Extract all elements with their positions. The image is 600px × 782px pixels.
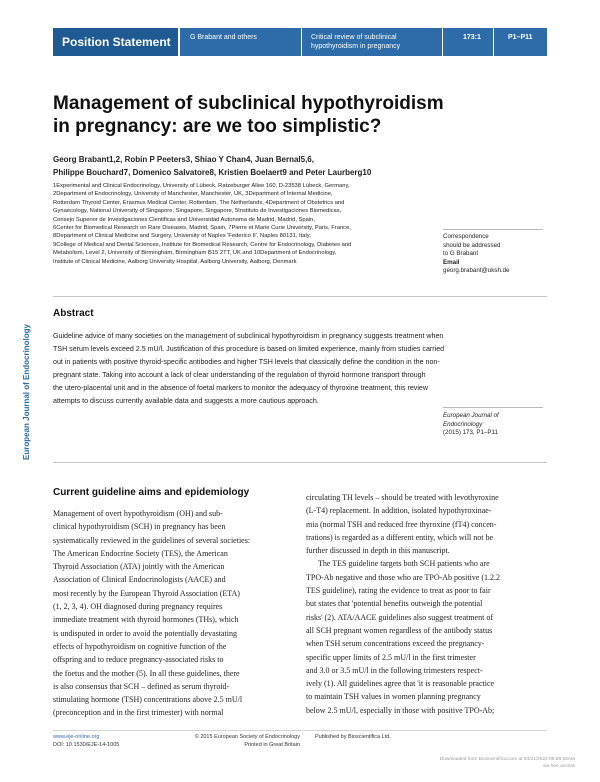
email-label: Email xyxy=(443,258,460,266)
download-note xyxy=(390,757,575,770)
abstract-body xyxy=(53,330,548,408)
doi: DOI: 10.1530/EJE-14-1005 xyxy=(53,741,120,748)
running-header xyxy=(180,28,547,56)
affiliation-line: Gynaecology, National University of Singapore, Singapore, Singapore, 5Instituto de Investigaciones Biomedicas, xyxy=(53,208,342,215)
article-title xyxy=(53,92,533,138)
email-link[interactable]: georg.brabant@uksh.de xyxy=(443,267,510,275)
body-line: systematically reviewed in the guidelines of several societies: xyxy=(53,535,251,545)
footer-left xyxy=(53,734,119,749)
citation-volume: (2015) 173, P1–P11 xyxy=(443,429,498,437)
body-line: Thyroid Association (ATA) jointly with the American xyxy=(53,562,225,572)
body-line: (preconception and in the first trimester) with normal xyxy=(53,708,224,718)
affiliation-line: 1Experimental and Clinical Endocrinology, University of Lübeck, Ratzeburger Allee 160, D-23538 Lübeck, Germany, xyxy=(53,183,350,189)
body-line: the foetus and the mother (5). In all these guidelines, there xyxy=(53,668,240,678)
title-line: Management of subclinical hypothyroidism xyxy=(53,93,444,114)
body-line: effects of hypothyroidism on cognitive function of the xyxy=(53,641,227,651)
body-line: immediate treatment with thyroid hormones (THs), which xyxy=(53,615,239,625)
affiliation-line: Institute of Clinical Medicine, Aalborg University Hospital, Aalborg University, Aalborg, Denmark xyxy=(53,258,297,265)
correspondence-line: to G Brabant xyxy=(443,250,479,258)
journal-side-label: European Journal of Endocrinology xyxy=(22,323,31,460)
body-line: below 2.5 mU/l, especially in those with positive TPO-Ab; xyxy=(306,705,495,715)
correspondence-line: should be addressed xyxy=(443,241,501,249)
body-line: specific upper limits of 2.5 mU/l in the first trimester xyxy=(306,652,476,662)
section-divider xyxy=(53,462,547,463)
author-line: Philippe Bouchard7, Domenico Salvatore8, Kristien Boelaert9 and Peter Laurberg10 xyxy=(53,168,372,177)
running-title-line2: hypothyroidism in pregnancy xyxy=(311,43,401,50)
printed-note: Printed in Great Britain xyxy=(244,741,300,748)
section-divider xyxy=(53,296,547,297)
citation-journal: Endocrinology xyxy=(443,420,483,428)
body-line: is undisputed in order to avoid the potentially devastating xyxy=(53,628,237,638)
body-line: all SCH pregnant women regardless of the antibody status xyxy=(306,625,493,635)
body-line: further discussed in depth in this manuscript. xyxy=(306,546,450,556)
running-authors: G Brabant and others xyxy=(190,34,257,41)
abstract-line: Guideline advice of many societies on the management of subclinical hypothyroidism in pregnancy suggests treatment when xyxy=(53,332,444,340)
download-line: Downloaded from Bioscientifica.com at 04/21/2022 09:58:54AM xyxy=(439,757,575,762)
body-line: TES guideline), rating the evidence to treat as poor to fair xyxy=(306,586,491,596)
author-line: Georg Brabant1,2, Robin P Peeters3, Shiao Y Chan4, Juan Bernal5,6, xyxy=(53,155,314,164)
correspondence-line: Correspondence xyxy=(443,233,489,240)
footer-divider xyxy=(53,730,547,731)
body-line: stimulating hormone (TSH) concentrations above 2.5 mU/l xyxy=(53,695,243,705)
affiliation-line: 9College of Medical and Dental Sciences, Institute for Biomedical Research, Centre for Endocrinology, Diabetes and xyxy=(53,241,352,248)
abstract-line: TSH serum levels exceed 2.5 mU/l. Justification of this procedure is based on limited experience, mainly from studies carried xyxy=(53,345,445,353)
citation-journal: European Journal of xyxy=(443,412,499,419)
download-line: via free access xyxy=(543,763,575,769)
running-title-line1: Critical review of subclinical xyxy=(311,34,397,41)
citation-box xyxy=(443,407,543,438)
volume-issue: 173:1 xyxy=(463,34,481,41)
body-column-left xyxy=(53,507,290,720)
body-line: offspring and to reduce pregnancy-associated risks to xyxy=(53,655,224,665)
abstract-line: out in patients with positive thyroid-specific antibodies and higher TSH levels that classically define the condition in the non- xyxy=(53,358,440,366)
body-line: The TES guideline targets both SCH patients who are xyxy=(318,559,490,569)
abstract-line: pregnant state. Taking into account a lack of clear understanding of the regulation of thyroid hormone transport through xyxy=(53,371,426,379)
body-line: but states that 'potential benefits outweigh the potential xyxy=(306,599,483,609)
body-line: trations) is regarded as a different entity, which will not be xyxy=(306,532,494,542)
body-line: most recently by the European Thyroid Association (ETA) xyxy=(53,588,240,598)
affiliation-line: 2Department of Endocrinology, University of Manchester, Manchester, UK, 3Department of Internal Medicine, xyxy=(53,191,333,198)
header-divider xyxy=(301,28,302,56)
body-line: and 3.0 or 3.5 mU/l in the following trimesters respect- xyxy=(306,665,483,675)
abstract-line: attempts to discuss currently available data and suggests a more cautious approach. xyxy=(53,397,319,405)
title-line: in pregnancy: are we too simplistic? xyxy=(53,116,382,137)
copyright: © 2015 European Society of Endocrinology xyxy=(194,734,300,740)
article-type-badge: Position Statement xyxy=(53,28,178,56)
body-line: when TSH serum concentrations exceed the pregnancy- xyxy=(306,639,485,649)
body-column-right xyxy=(306,491,547,717)
journal-website-link[interactable]: www.eje-online.org xyxy=(53,734,100,740)
author-list xyxy=(53,153,553,179)
body-line: TPO-Ab negative and those who are TPO-Ab positive (1.2.2 xyxy=(306,572,501,582)
body-line: The American Endocrine Society (TES), the American xyxy=(53,548,228,558)
footer-publisher: Published by Bioscientifica Ltd. xyxy=(315,734,391,740)
affiliation-line: Rotterdam Thyroid Center, Erasmus Medical Center, Rotterdam, The Netherlands, 4Department of Obstetrics and xyxy=(53,199,345,206)
body-line: Management of overt hypothyroidism (OH) and sub- xyxy=(53,509,223,518)
affiliation-line: Metabolism, Level 2, University of Birmingham, Birmingham B15 2TT, UK and 10Department of Endocrinology, xyxy=(53,250,337,257)
header-divider xyxy=(493,28,494,56)
affiliation-line: 6Center for Biomedical Research on Rare Diseases, Madrid, Spain, 7Pierre et Marie Curie University, Paris, France, xyxy=(53,225,351,232)
body-line: to maintain TSH values in women planning pregnancy xyxy=(306,692,481,702)
body-line: risks' (2). ATA/AACE guidelines also suggest treatment of xyxy=(306,612,493,622)
page-range: P1–P11 xyxy=(508,34,533,41)
abstract-line: the utero-placental unit and in the absence of foetal markers to monitor the adequacy of thyroxine treatment, this review xyxy=(53,384,428,392)
body-line: is also consensus that SCH – defined as serum thyroid- xyxy=(53,681,230,691)
affiliation-line: Consejo Superior de Investigaciones Cientificas and Universidad Autonoma de Madrid, Madrid, Spain, xyxy=(53,216,315,223)
body-line: Association of Clinical Endocrinologists (AACE) and xyxy=(53,575,226,585)
affiliation-line: 8Department of Clinical Medicine and Surgery, University of Naples 'Federico II', Naples 80131, Italy, xyxy=(53,233,311,240)
body-line: circulating TH levels – should be treated with levothyroxine xyxy=(306,493,499,502)
correspondence-box xyxy=(443,229,543,276)
body-line: (1, 2, 3, 4). OH diagnosed during pregnancy requires xyxy=(53,602,223,612)
header-divider xyxy=(442,28,443,56)
body-line: mia (normal TSH and reduced free thyroxine (fT4) concen- xyxy=(306,519,497,529)
body-line: ively (1). All guidelines agree that 'it is reasonable practice xyxy=(306,679,495,689)
abstract-heading: Abstract xyxy=(53,308,94,319)
affiliations xyxy=(53,182,423,266)
body-line: clinical hypothyroidism (SCH) in pregnancy has been xyxy=(53,522,226,532)
footer-center xyxy=(170,734,300,749)
body-line: (L-T4) replacement. In addition, isolated hypothyroxinae- xyxy=(306,506,492,516)
section-heading: Current guideline aims and epidemiology xyxy=(53,487,250,498)
